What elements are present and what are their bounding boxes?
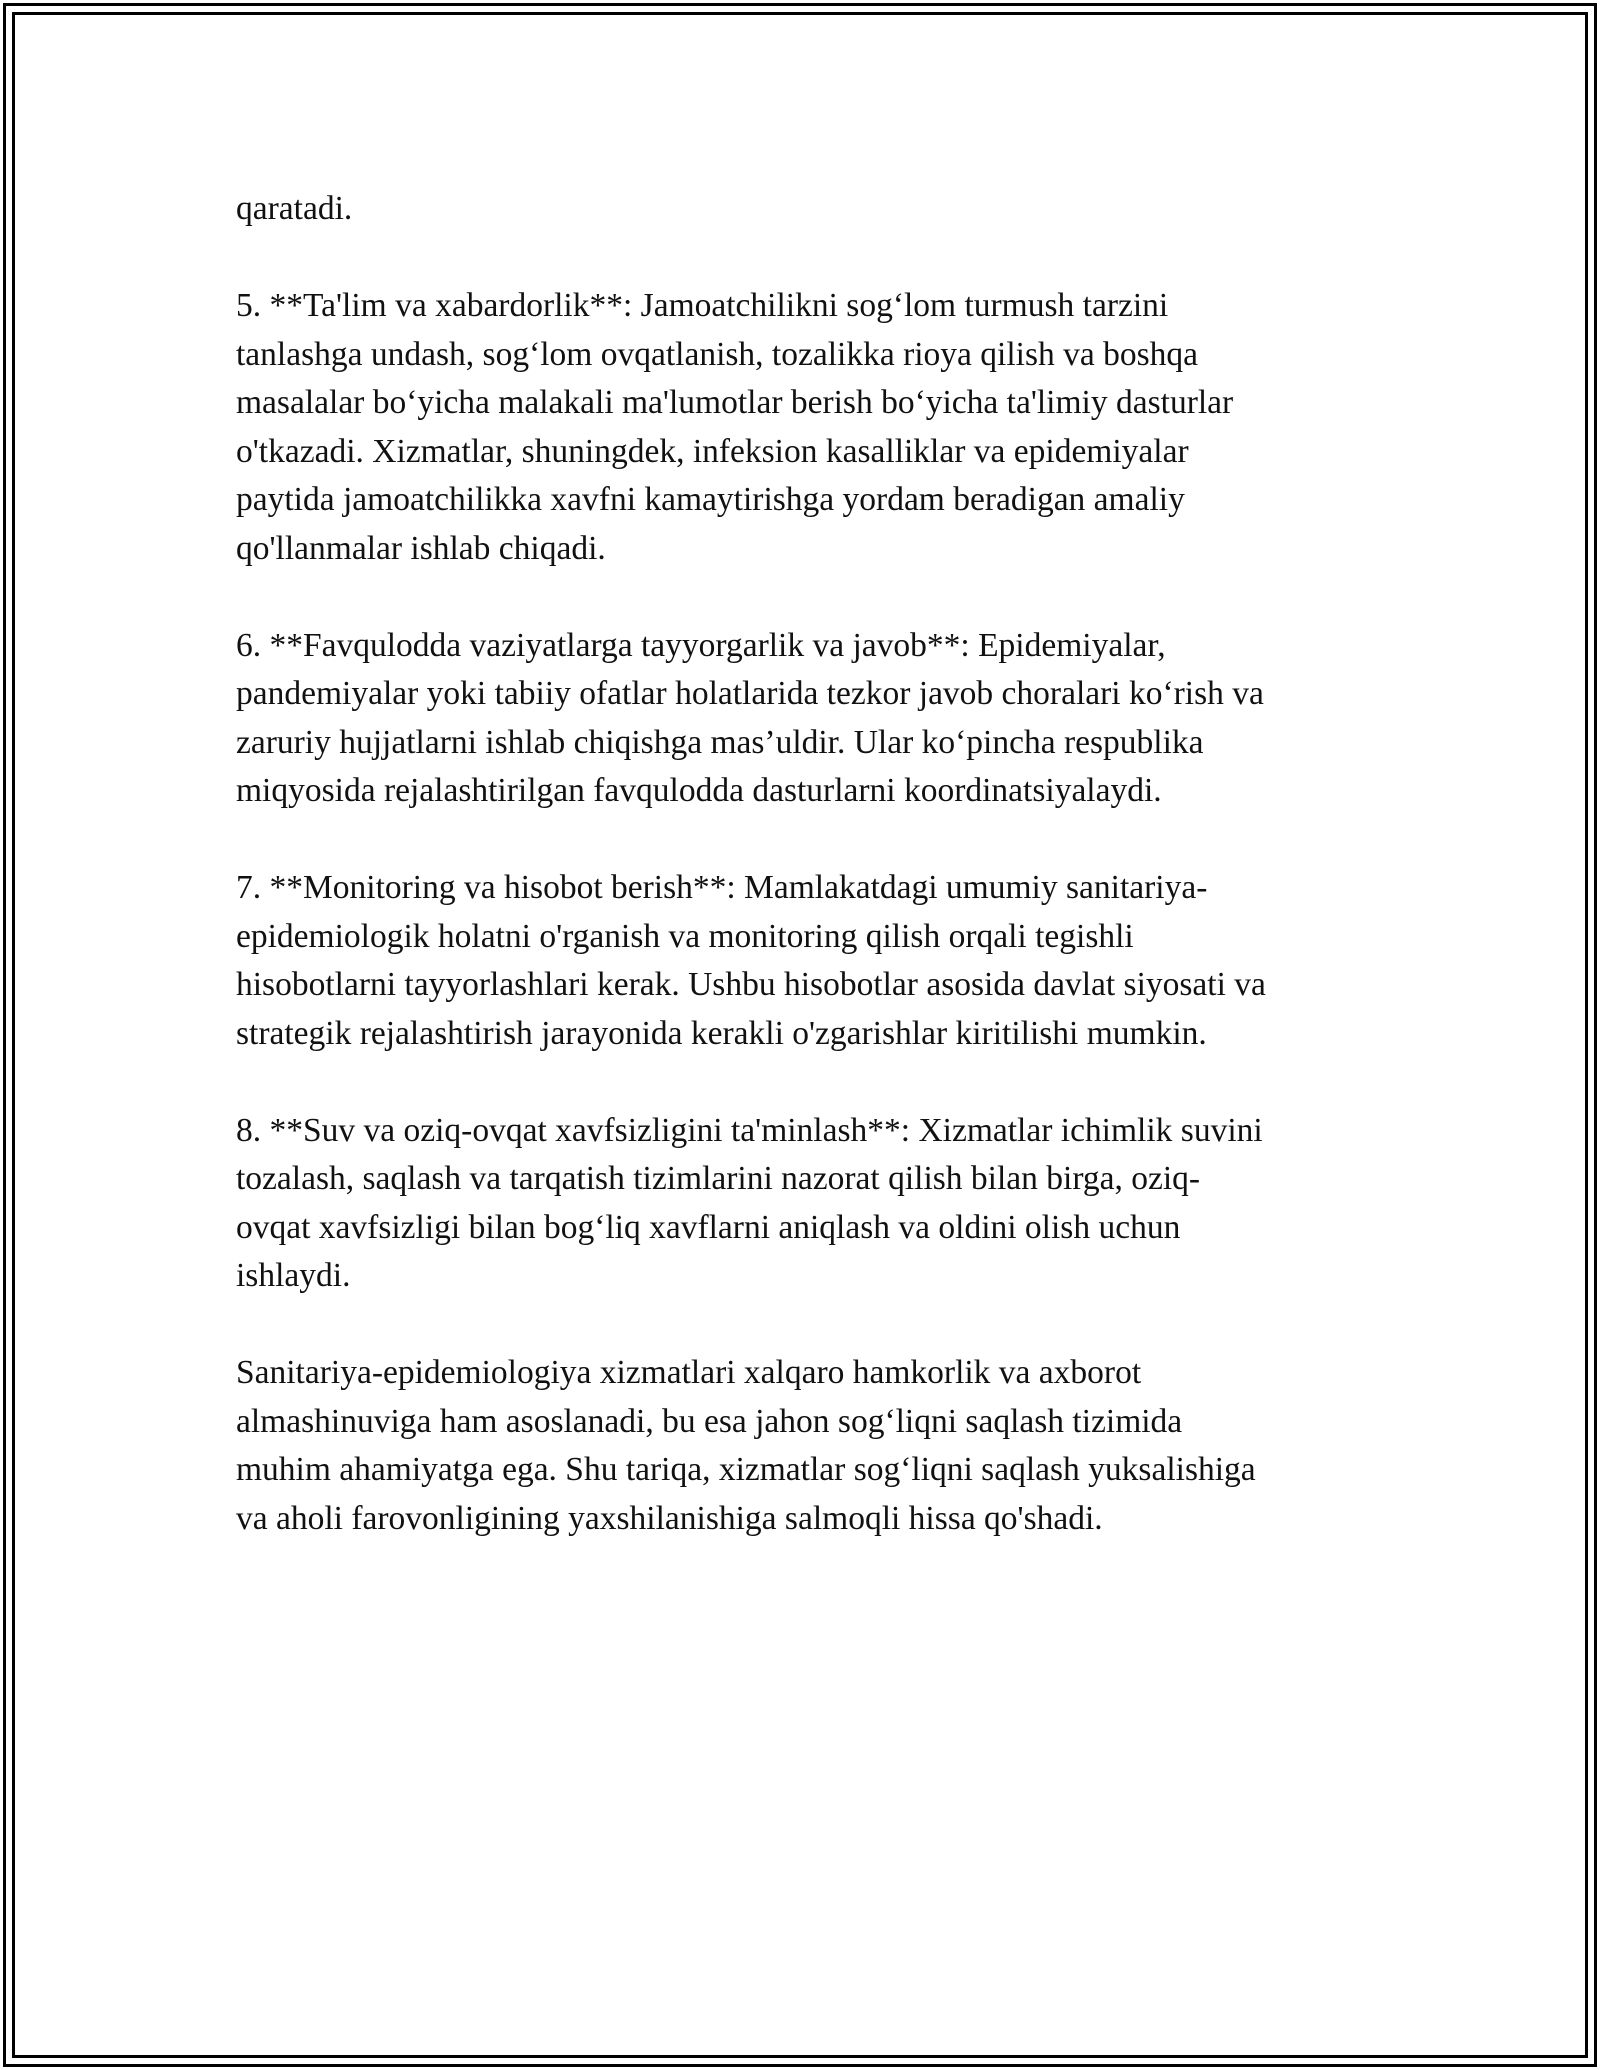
paragraph-item-7-monitoring: 7. **Monitoring va hisobot berish**: Mamlakatdagi umumiy sanitariya- epidemiologik holatni o'rganish va monitoring qilish orqali tegishli hisobotlarni tayyorlashlari kerak. Ushbu hisobotlar asosida davlat siyosati va strategik rejalashtirish jarayonida kerakli o'zgarishlar kiritilishi mumkin.: [236, 869, 1266, 1052]
paragraph-item-8-water-food-safety: 8. **Suv va oziq-ovqat xavfsizligini ta'minlash**: Xizmatlar ichimlik suvini tozalash, saqlash va tarqatish tizimlarini nazorat qilish bilan birga, oziq- ovqat xavfsizligi bilan bog‘liq xavflarni aniqlash va oldini olish uchun ishlaydi.: [236, 1111, 1263, 1294]
paragraph-item-6-emergency: 6. **Favqulodda vaziyatlarga tayyorgarlik va javob**: Epidemiyalar, pandemiyalar yoki tabiiy ofatlar holatlarida tezkor javob choralari ko‘rish va zaruriy hujjatlarni ishlab chiqishga mas’uldir. Ular ko‘pincha respublika miqyosida rejalashtirilgan favqulodda dasturlarni koordinatsiyalaydi.: [236, 626, 1264, 809]
paragraph-item-5-education: 5. **Ta'lim va xabardorlik**: Jamoatchilikni sog‘lom turmush tarzini tanlashga undash, sog‘lom ovqatlanish, tozalikka rioya qilish va boshqa masalalar bo‘yicha malakali ma'lumotlar berish bo‘yicha ta'limiy dasturlar o'tkazadi. Xizmatlar, shuningdek, infeksion kasalliklar va epidemiyalar paytida jamoatchilikka xavfni kamaytirishga yordam beradigan amaliy qo'llanmalar ishlab chiqadi.: [236, 287, 1234, 567]
paragraph-continuation: qaratadi.: [236, 190, 353, 227]
paragraph-conclusion: Sanitariya-epidemiologiya xizmatlari xalqaro hamkorlik va axborot almashinuviga ham asoslanadi, bu esa jahon sog‘liqni saqlash tizimida muhim ahamiyatga ega. Shu tariqa, xizmatlar sog‘liqni saqlash yuksalishiga va aholi farovonligining yaxshilanishiga salmoqli hissa qo'shadi.: [236, 1354, 1256, 1537]
document-body: [236, 185, 1386, 1592]
